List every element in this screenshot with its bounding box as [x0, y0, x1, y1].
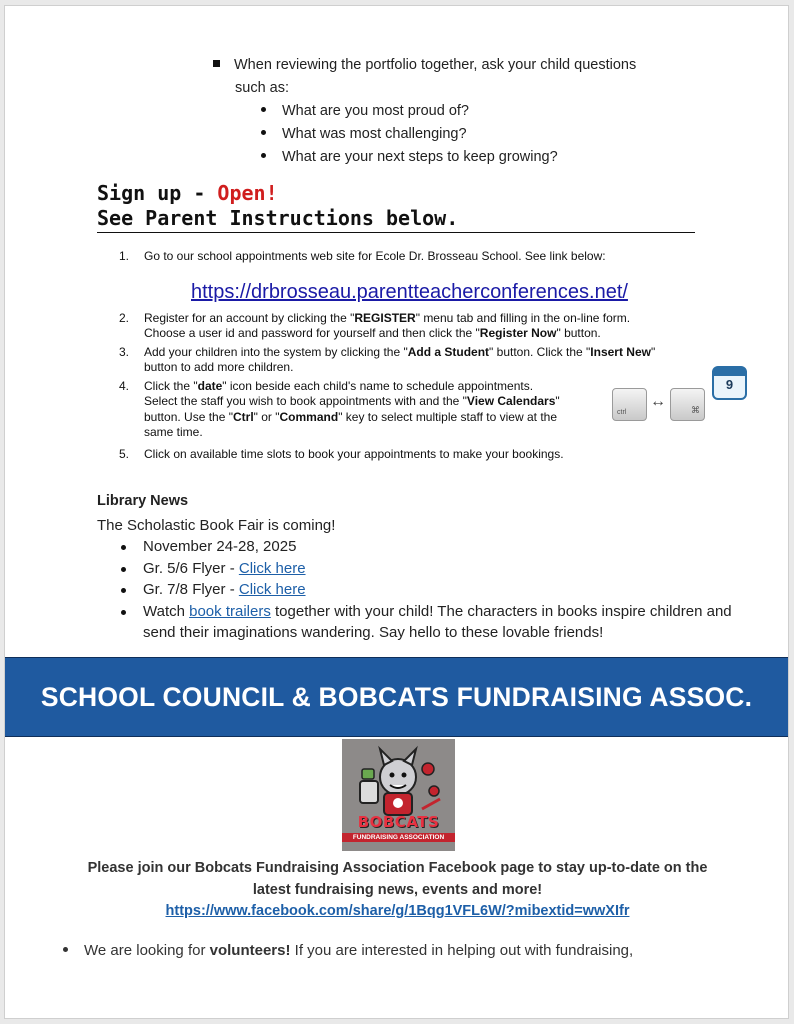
library-intro: The Scholastic Book Fair is coming!	[97, 516, 336, 534]
signup-status: Open!	[217, 181, 278, 205]
school-council-banner: SCHOOL COUNCIL & BOBCATS FUNDRAISING ASSOC.	[5, 657, 788, 737]
facebook-invite: Please join our Bobcats Fundraising Association Facebook page to stay up-to-date on the latest fundraising news, events and more! https://www.facebook.com/share/g/1Bqg1VFL6W/?mibextid=wwXIfr	[87, 860, 708, 919]
tip-lead: When reviewing the portfolio together, ask your child questions	[213, 54, 683, 77]
signup-subheading: See Parent Instructions below.	[97, 206, 459, 230]
arrow-icon: ↔	[650, 393, 666, 410]
logo-subtitle: FUNDRAISING ASSOCIATION	[342, 833, 455, 842]
calendar-icon: 9	[712, 366, 747, 400]
portfolio-tips	[213, 54, 683, 169]
step-3: 3. Add your children into the system by clicking the "Add a Student" button. Click the "Insert New" button to add more children.	[119, 345, 656, 375]
keyboard-illustration	[612, 366, 752, 426]
bobcats-logo	[342, 739, 455, 851]
ctrl-key-icon: ctrl	[612, 388, 647, 421]
list-item: Gr. 5/6 Flyer - Click here	[97, 558, 767, 580]
volunteers-item: We are looking for volunteers! If you are interested in helping out with fundraising,	[63, 942, 763, 959]
bullet-icon	[121, 545, 126, 550]
bullet-icon	[121, 588, 126, 593]
appointments-link[interactable]: https://drbrosseau.parentteacherconferences.net/	[191, 281, 628, 303]
signup-heading: Sign up - Open! See Parent Instructions below.	[97, 181, 695, 233]
tip-lead-cont: such as:	[235, 80, 289, 96]
step-4: 4. Click the "date" icon beside each child's name to schedule appointments. Select the staff you wish to book appointments with and the "View Calendars" button. Use the "Ctrl" or "Command" key to select multiple staff to view at the same time.	[119, 379, 560, 439]
question-item: What was most challenging?	[213, 123, 683, 146]
bullet-icon	[261, 130, 266, 135]
logo-title: BOBCATS	[357, 813, 440, 831]
document-page	[4, 5, 789, 1019]
book-trailers-link[interactable]: book trailers	[189, 602, 271, 620]
list-item: Gr. 7/8 Flyer - Click here	[97, 579, 767, 601]
step-2: 2. Register for an account by clicking the "REGISTER" menu tab and filling in the on-line form. Choose a user id and password for yourself and then click the "Register Now" button.	[119, 311, 631, 341]
step-1: 1. Go to our school appointments web site for Ecole Dr. Brosseau School. See link below:	[119, 249, 606, 263]
library-heading: Library News	[97, 493, 189, 509]
square-bullet-icon	[213, 60, 220, 67]
library-news	[97, 491, 767, 644]
command-key-icon: ⌘	[670, 388, 705, 421]
step-5: 5. Click on available time slots to book your appointments to make your bookings.	[119, 447, 564, 461]
question-item: What are you most proud of?	[213, 100, 683, 123]
bullet-icon	[121, 567, 126, 572]
bullet-icon	[261, 107, 266, 112]
bullet-icon	[261, 153, 266, 158]
facebook-link[interactable]: https://www.facebook.com/share/g/1Bqg1VFL6W/?mibextid=wwXIfr	[165, 903, 630, 919]
bullet-icon	[121, 610, 126, 615]
list-item: Watch book trailers together with your child! The characters in books inspire children and send their imaginations wandering. Say hello to these lovable friends!	[97, 601, 767, 644]
flyer-7-8-link[interactable]: Click here	[238, 581, 306, 598]
question-item: What are your next steps to keep growing?	[213, 146, 683, 169]
list-item: November 24-28, 2025	[97, 536, 767, 558]
bullet-icon	[63, 947, 68, 952]
flyer-5-6-link[interactable]: Click here	[238, 559, 306, 577]
